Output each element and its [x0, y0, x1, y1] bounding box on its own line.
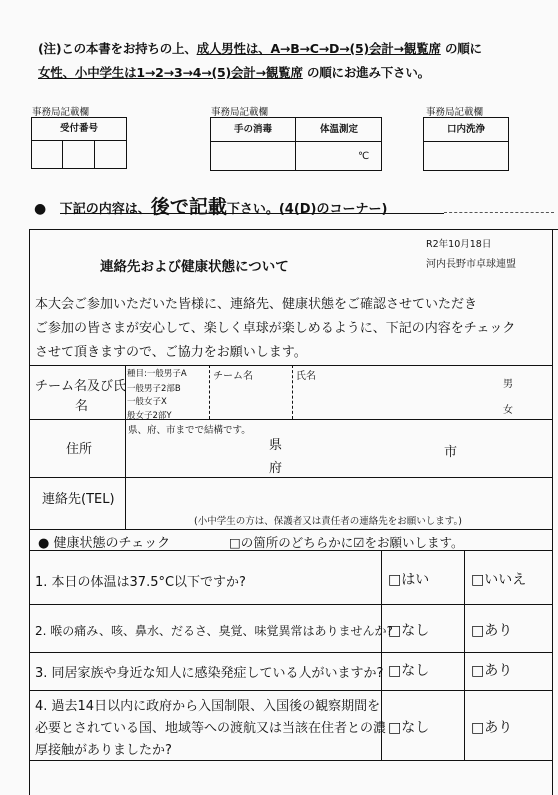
reception-label: 受付番号 [32, 118, 126, 141]
prefecture-fu: 府 [269, 461, 283, 476]
q3-option-yes[interactable]: □あり [471, 663, 513, 679]
disinfection-temperature-box [210, 117, 382, 171]
q4-option-yes[interactable]: □あり [471, 720, 513, 736]
heading-bullet: ● [34, 201, 47, 217]
question-4-line-3: 厚接触がありましたか? [35, 743, 172, 758]
notice-order: の順に [444, 41, 482, 56]
tel-label: 連絡先(TEL) [42, 492, 115, 507]
team-name-label: チーム名 [213, 371, 253, 382]
city-label: 市 [444, 445, 458, 460]
intro-line-2: ご参加の皆さまが安心して、楽しく卓球が楽しめるように、下記の内容をチェック [35, 321, 516, 336]
question-3: 3. 同居家族や身近な知人に感染発症している人がいますか? [35, 666, 384, 681]
notice-line-2 [38, 63, 430, 81]
heading-part1: 下記の内容は、 [59, 202, 151, 217]
reception-box [31, 117, 127, 169]
notice-female-route: 女性、小中学生は1→2→3→4→(5)会計→観覧席 [38, 65, 303, 80]
q1-option-no[interactable]: □いいえ [471, 572, 527, 588]
category-x: 一般女子X [127, 397, 167, 407]
q1-option-yes[interactable]: □はい [388, 572, 430, 588]
notice-proceed: の順にお進み下さい。 [306, 65, 430, 80]
heading-emphasis: 後で記載 [150, 196, 227, 218]
prefecture-ken: 県 [269, 438, 283, 453]
tel-note: (小中学生の方は、保護者又は責任者の連絡先をお願いします。) [194, 516, 462, 527]
question-4-line-1: 4. 過去14日以内に政府から入国制限、入国後の観察期間を [35, 699, 381, 714]
health-heading: ● 健康状態のチェック [38, 536, 171, 551]
form-date: R2年10月18日 [426, 239, 492, 250]
mouth-wash-box [423, 117, 509, 171]
hand-disinfection-label: 手の消毒 [211, 118, 295, 142]
office-caption-1: 事務局記載欄 [32, 107, 90, 118]
health-form [29, 229, 558, 795]
q4-option-none[interactable]: □なし [388, 720, 430, 736]
intro-line-1: 本大会ご参加いただいた皆様に、連絡先、健康状態をご確認させていただき [35, 297, 478, 312]
section-heading [34, 192, 387, 219]
team-label-cont: 名 [75, 399, 89, 414]
q2-option-none[interactable]: □なし [388, 623, 430, 639]
notice-line-1 [38, 39, 482, 57]
office-caption-3: 事務局記載欄 [426, 107, 484, 118]
category-y: 般女子2部Y [127, 411, 172, 421]
address-note: 県、府、市までで結構です。 [128, 425, 251, 436]
gender-male[interactable]: 男 [503, 379, 513, 390]
intro-line-3: させて頂きますので、ご協力をお願いします。 [35, 345, 307, 360]
q3-option-none[interactable]: □なし [388, 663, 430, 679]
address-label: 住所 [66, 442, 93, 457]
team-label: チーム名及び氏 [35, 379, 127, 394]
form-organizer: 河内長野市卓球連盟 [426, 259, 516, 270]
temperature-label: 体温測定 [295, 118, 382, 142]
form-title: 連絡先および健康状態について [100, 259, 289, 275]
question-1: 1. 本日の体温は37.5°C以下ですか? [35, 575, 246, 590]
category-a: 種目:一般男子A [127, 369, 187, 379]
category-b: 一般男子2部B [127, 384, 181, 394]
heading-part3: 下さい。(4(D)のコーナー) [226, 202, 388, 217]
office-caption-2: 事務局記載欄 [211, 107, 269, 118]
temperature-unit: ℃ [358, 151, 370, 162]
notice-male-route: 成人男性は、A→B→C→D→(5)会計→観覧席 [196, 41, 441, 56]
q2-option-yes[interactable]: □あり [471, 623, 513, 639]
name-label: 氏名 [296, 371, 316, 382]
question-4-line-2: 必要とされている国、地域等への渡航又は当該在住者との濃 [35, 721, 387, 736]
notice-intro: (注)この本書をお持ちの上、 [38, 41, 197, 56]
health-instruction: □の箇所のどちらかに☑をお願いします。 [229, 535, 464, 550]
gender-female[interactable]: 女 [503, 405, 513, 416]
mouth-wash-label: 口内洗浄 [424, 118, 508, 142]
question-2: 2. 喉の痛み、咳、鼻水、だるさ、臭覚、味覚異常はありませんか? [35, 624, 393, 638]
